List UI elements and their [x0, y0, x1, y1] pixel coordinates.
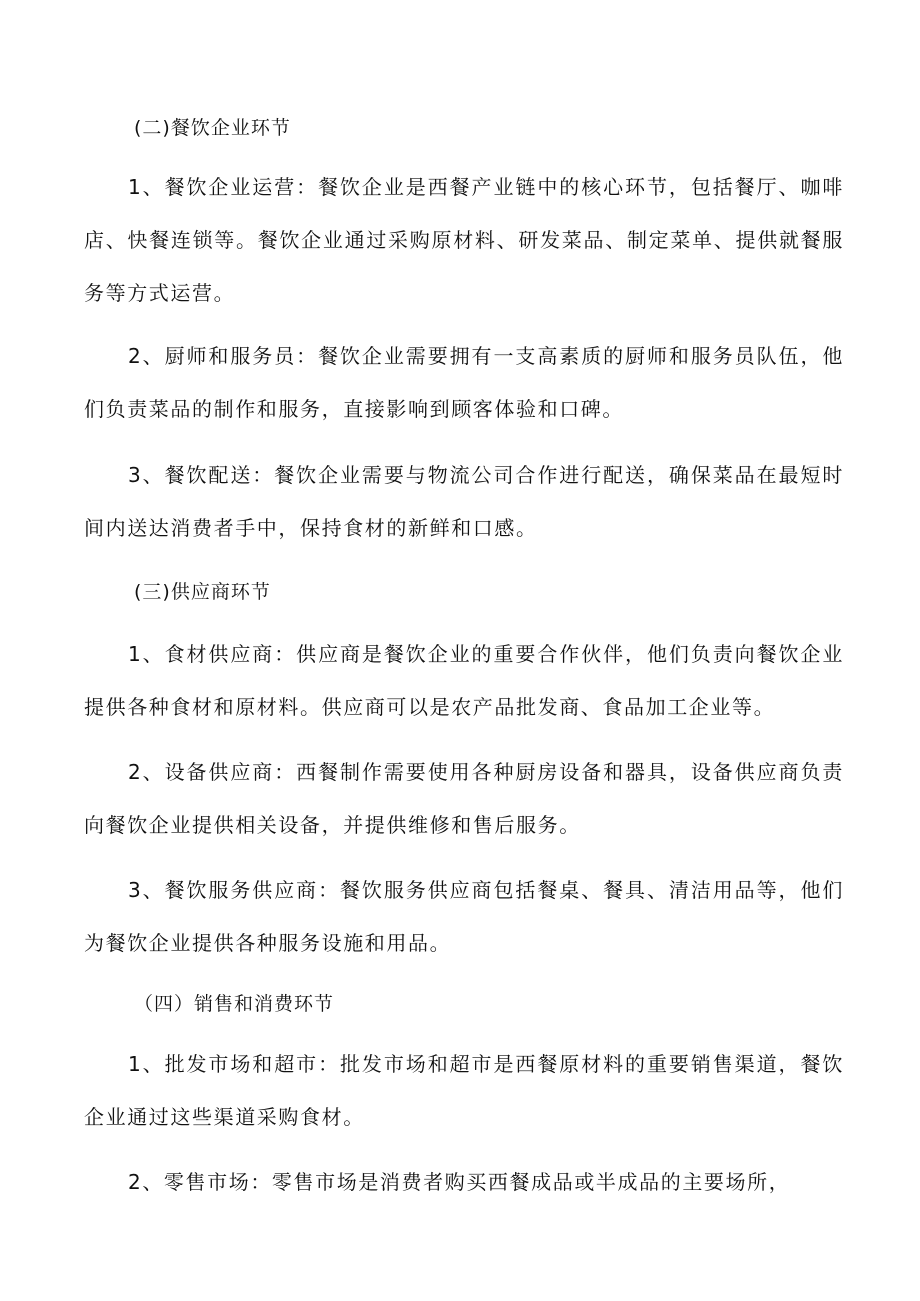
paragraph-ingredient-suppliers: 1、食材供应商：供应商是餐饮企业的重要合作伙伴，他们负责向餐饮企业提供各种食材和原材料。供应商可以是农产品批发商、食品加工企业等。 — [84, 642, 844, 719]
section-heading-catering-enterprises: (二)餐饮企业环节 — [134, 117, 291, 139]
paragraph-equipment-suppliers: 2、设备供应商：西餐制作需要使用各种厨房设备和器具，设备供应商负责向餐饮企业提供相关设备，并提供维修和售后服务。 — [84, 760, 844, 837]
paragraph-retail-market: 2、零售市场：零售市场是消费者购买西餐成品或半成品的主要场所， — [128, 1170, 791, 1194]
paragraph-wholesale-supermarkets: 1、批发市场和超市：批发市场和超市是西餐原材料的重要销售渠道，餐饮企业通过这些渠道采购食材。 — [84, 1052, 844, 1129]
paragraph-catering-operations: 1、餐饮企业运营：餐饮企业是西餐产业链中的核心环节，包括餐厅、咖啡店、快餐连锁等。餐饮企业通过采购原材料、研发菜品、制定菜单、提供就餐服务等方式运营。 — [84, 175, 844, 305]
paragraph-service-suppliers: 3、餐饮服务供应商：餐饮服务供应商包括餐桌、餐具、清洁用品等，他们为餐饮企业提供各种服务设施和用品。 — [84, 878, 844, 955]
section-heading-sales-consumption: （四）销售和消费环节 — [134, 993, 335, 1015]
section-heading-suppliers: (三)供应商环节 — [134, 581, 271, 603]
paragraph-chefs-and-waiters: 2、厨师和服务员：餐饮企业需要拥有一支高素质的厨师和服务员队伍，他们负责菜品的制作和服务，直接影响到顾客体验和口碑。 — [84, 344, 844, 421]
paragraph-catering-delivery: 3、餐饮配送：餐饮企业需要与物流公司合作进行配送，确保菜品在最短时间内送达消费者手中，保持食材的新鲜和口感。 — [84, 463, 844, 540]
